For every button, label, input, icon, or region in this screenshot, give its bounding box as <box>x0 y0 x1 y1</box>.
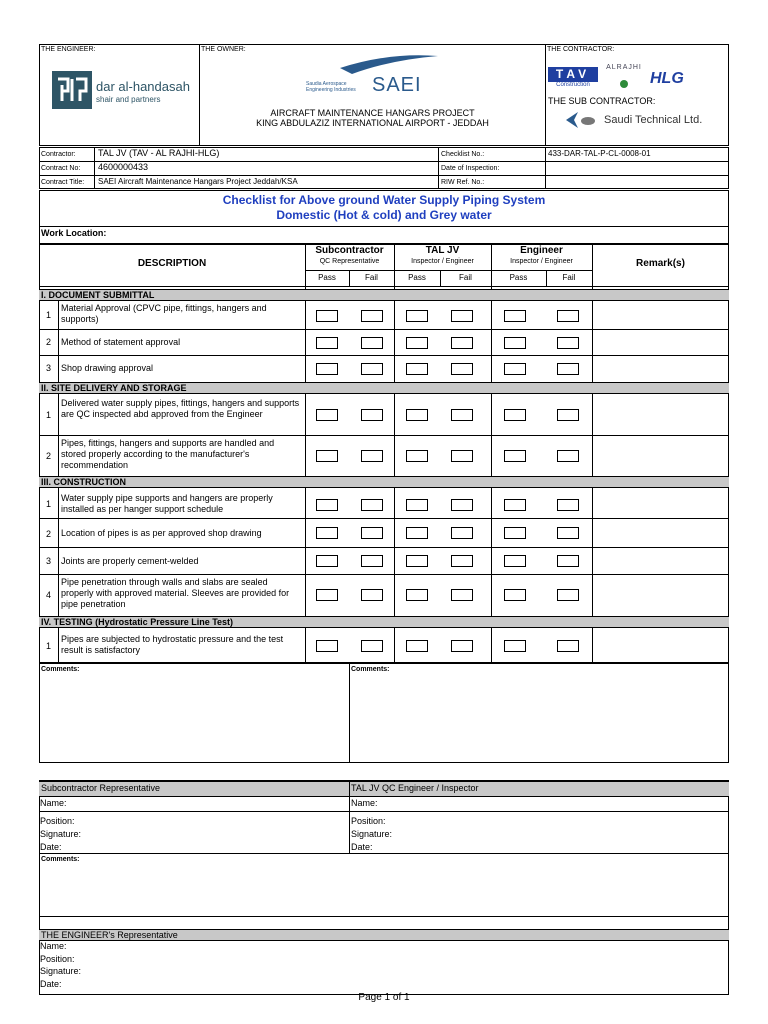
engineer-pass-checkbox[interactable] <box>504 640 526 652</box>
engineer-fail-checkbox[interactable] <box>557 409 579 421</box>
contract-no-value: 4600000433 <box>98 162 149 172</box>
item-description: Joints are properly cement-welded <box>61 556 199 566</box>
header-description: DESCRIPTION <box>137 258 207 269</box>
taljv-fail-checkbox[interactable] <box>451 337 473 349</box>
item-number: 3 <box>45 363 51 373</box>
taljv-pass-checkbox[interactable] <box>406 310 428 322</box>
header-remarks: Remark(s) <box>636 258 685 269</box>
saei-logo <box>300 54 445 98</box>
tal-rep-position: Position: <box>351 816 386 826</box>
taljv-rep-header: TAL JV QC Engineer / Inspector <box>349 781 729 797</box>
hlg-logo: HLG <box>650 70 684 87</box>
taljv-pass-checkbox[interactable] <box>406 527 428 539</box>
engineer-fail-checkbox[interactable] <box>557 450 579 462</box>
engineer-fail-checkbox[interactable] <box>557 527 579 539</box>
owner-label: THE OWNER: <box>201 46 246 53</box>
saudi-technical-mark-icon <box>564 110 598 130</box>
engineer-label: THE ENGINEER: <box>41 46 96 53</box>
tal-rep-signature: Signature: <box>351 829 393 839</box>
header-subcontractor-sub: QC Representative <box>319 258 380 265</box>
subcontractor-fail-checkbox[interactable] <box>361 589 383 601</box>
engineer-pass-checkbox[interactable] <box>504 337 526 349</box>
section-testing: IV. TESTING (Hydrostatic Pressure Line Test) <box>39 616 729 628</box>
checklist-no-value: 433-DAR-TAL-P-CL-0008-01 <box>548 149 651 158</box>
dar-logo <box>52 71 197 111</box>
taljv-pass-checkbox[interactable] <box>406 555 428 567</box>
item-description: Water supply pipe supports and hangers are properly installed as per hanger support schedule <box>61 493 273 514</box>
engineer-fail-checkbox[interactable] <box>557 589 579 601</box>
checklist-title-line2: Domestic (Hot & cold) and Grey water <box>276 208 492 222</box>
subcontractor-fail-checkbox[interactable] <box>361 409 383 421</box>
contractor-field-value: TAL JV (TAV - AL RAJHI-HLG) <box>98 148 220 158</box>
eng-rep-name: Name: <box>40 941 67 951</box>
engineer-pass-checkbox[interactable] <box>504 310 526 322</box>
project-line2: KING ABDULAZIZ INTERNATIONAL AIRPORT - JEDDAH <box>256 118 489 128</box>
alrajhi-logo-text: ALRAJHI <box>606 64 642 71</box>
header-taljv: TAL JV <box>425 245 460 256</box>
header-pass: Pass <box>509 273 528 282</box>
subcontractor-pass-checkbox[interactable] <box>316 589 338 601</box>
item-number: 1 <box>45 310 51 320</box>
subcontractor-fail-checkbox[interactable] <box>361 499 383 511</box>
item-description: Method of statement approval <box>61 337 181 347</box>
header-engineer-sub: Inspector / Engineer <box>510 258 573 265</box>
project-line1: AIRCRAFT MAINTENANCE HANGARS PROJECT <box>270 108 475 118</box>
taljv-fail-checkbox[interactable] <box>451 640 473 652</box>
header-engineer: Engineer <box>520 245 563 256</box>
taljv-fail-checkbox[interactable] <box>451 589 473 601</box>
item-description: Pipe penetration through walls and slabs are sealed properly with approved material. Sleeves are provided for pipe penetration <box>61 577 290 609</box>
comments-label-right: Comments: <box>351 666 390 673</box>
eng-rep-position: Position: <box>40 954 75 964</box>
item-number: 2 <box>45 529 51 539</box>
item-description: Location of pipes is as per approved shop drawing <box>61 528 262 538</box>
section-site-delivery: II. SITE DELIVERY AND STORAGE <box>39 382 729 394</box>
contractor-label: THE CONTRACTOR: <box>547 46 615 53</box>
header-fail: Fail <box>459 273 472 282</box>
subcontractor-fail-checkbox[interactable] <box>361 527 383 539</box>
taljv-pass-checkbox[interactable] <box>406 450 428 462</box>
comments-label-bottom: Comments: <box>41 856 80 863</box>
item-number: 2 <box>45 337 51 347</box>
engineer-fail-checkbox[interactable] <box>557 337 579 349</box>
engineer-pass-checkbox[interactable] <box>504 527 526 539</box>
alrajhi-emblem-icon <box>619 79 629 89</box>
contract-title-label: Contract Title: <box>41 179 85 186</box>
subcontractor-pass-checkbox[interactable] <box>316 555 338 567</box>
engineer-rep-header: THE ENGINEER's Representative <box>39 929 729 941</box>
taljv-pass-checkbox[interactable] <box>406 640 428 652</box>
taljv-fail-checkbox[interactable] <box>451 450 473 462</box>
dar-logo-sub: shair and partners <box>96 95 161 104</box>
engineer-pass-checkbox[interactable] <box>504 555 526 567</box>
dar-logo-name: dar al-handasah <box>96 79 190 94</box>
header-pass: Pass <box>408 273 426 282</box>
engineer-fail-checkbox[interactable] <box>557 310 579 322</box>
alrajhi-logo <box>604 64 644 94</box>
taljv-fail-checkbox[interactable] <box>451 527 473 539</box>
item-number: 2 <box>45 451 51 461</box>
subcontractor-fail-checkbox[interactable] <box>361 640 383 652</box>
contractor-field-label: Contractor: <box>41 151 76 158</box>
subcontractor-fail-checkbox[interactable] <box>361 555 383 567</box>
item-description: Pipes are subjected to hydrostatic pressure and the test result is satisfactory <box>61 634 284 655</box>
item-number: 1 <box>45 641 51 651</box>
saei-logo-name: SAEI <box>372 74 422 96</box>
tal-rep-date: Date: <box>351 842 373 852</box>
subcontractor-rep-header: Subcontractor Representative <box>39 781 349 797</box>
subcontractor-pass-checkbox[interactable] <box>316 337 338 349</box>
eng-rep-date: Date: <box>40 979 62 989</box>
subcontractor-fail-checkbox[interactable] <box>361 337 383 349</box>
subcontractor-pass-checkbox[interactable] <box>316 527 338 539</box>
tav-logo <box>548 67 598 91</box>
sub-rep-date: Date: <box>40 842 62 852</box>
taljv-fail-checkbox[interactable] <box>451 409 473 421</box>
subcontractor-fail-checkbox[interactable] <box>361 363 383 375</box>
riw-label: RIW Ref. No.: <box>441 179 485 186</box>
saei-logo-sub1: Saudia Aerospace <box>306 81 347 87</box>
comments-label-left: Comments: <box>41 666 80 673</box>
taljv-pass-checkbox[interactable] <box>406 409 428 421</box>
taljv-fail-checkbox[interactable] <box>451 310 473 322</box>
engineer-pass-checkbox[interactable] <box>504 499 526 511</box>
header-pass: Pass <box>318 273 336 282</box>
contract-title-value: SAEI Aircraft Maintenance Hangars Project Jeddah/KSA <box>98 177 298 186</box>
subcontractor-pass-checkbox[interactable] <box>316 450 338 462</box>
tav-logo-sub: Construction <box>556 82 590 88</box>
eng-rep-signature: Signature: <box>40 966 82 976</box>
signoff-box <box>39 780 729 995</box>
work-location-label: Work Location: <box>41 228 107 238</box>
page-number: Page 1 of 1 <box>358 992 410 1003</box>
engineer-fail-checkbox[interactable] <box>557 499 579 511</box>
tal-rep-name: Name: <box>351 798 378 808</box>
taljv-fail-checkbox[interactable] <box>451 363 473 375</box>
subcontractor-fail-checkbox[interactable] <box>361 310 383 322</box>
date-inspection-label: Date of Inspection: <box>441 165 500 172</box>
subcontractor-pass-checkbox[interactable] <box>316 310 338 322</box>
contract-no-label: Contract No: <box>41 165 81 172</box>
dar-logo-mark-icon <box>52 71 92 109</box>
item-description: Pipes, fittings, hangers and supports are handled and stored properly according to the manufacturer's recommendation <box>61 438 275 470</box>
sub-rep-name: Name: <box>40 798 67 808</box>
subcontractor-pass-checkbox[interactable] <box>316 363 338 375</box>
header-subcontractor: Subcontractor <box>315 245 384 256</box>
subcontractor-fail-checkbox[interactable] <box>361 450 383 462</box>
engineer-fail-checkbox[interactable] <box>557 640 579 652</box>
comments-box <box>39 663 729 763</box>
tav-logo-text: TAV <box>548 67 598 82</box>
engineer-pass-checkbox[interactable] <box>504 409 526 421</box>
subcontractor-pass-checkbox[interactable] <box>316 409 338 421</box>
saudi-technical-logo <box>564 110 714 132</box>
engineer-pass-checkbox[interactable] <box>504 363 526 375</box>
item-description: Delivered water supply pipes, fittings, hangers and supports are QC inspected abd approved from the Engineer <box>61 398 300 419</box>
engineer-pass-checkbox[interactable] <box>504 589 526 601</box>
taljv-pass-checkbox[interactable] <box>406 363 428 375</box>
taljv-fail-checkbox[interactable] <box>451 499 473 511</box>
engineer-pass-checkbox[interactable] <box>504 450 526 462</box>
taljv-pass-checkbox[interactable] <box>406 589 428 601</box>
item-number: 1 <box>45 410 51 420</box>
saudi-technical-name: Saudi Technical Ltd. <box>604 114 703 126</box>
header-fail: Fail <box>365 273 378 282</box>
taljv-fail-checkbox[interactable] <box>451 555 473 567</box>
item-description: Shop drawing approval <box>61 363 154 373</box>
sub-rep-position: Position: <box>40 816 75 826</box>
subcontractor-pass-checkbox[interactable] <box>316 640 338 652</box>
saei-logo-sub2: Engineering Industries <box>306 87 356 93</box>
engineer-fail-checkbox[interactable] <box>557 363 579 375</box>
item-number: 3 <box>45 556 51 566</box>
section-document-submittal: I. DOCUMENT SUBMITTAL <box>39 289 729 301</box>
taljv-pass-checkbox[interactable] <box>406 337 428 349</box>
engineer-fail-checkbox[interactable] <box>557 555 579 567</box>
item-number: 1 <box>45 499 51 509</box>
sub-contractor-label: THE SUB CONTRACTOR: <box>548 96 656 106</box>
taljv-pass-checkbox[interactable] <box>406 499 428 511</box>
checklist-title-line1: Checklist for Above ground Water Supply Piping System <box>222 193 546 207</box>
item-number: 4 <box>45 590 51 600</box>
subcontractor-pass-checkbox[interactable] <box>316 499 338 511</box>
header-taljv-sub: Inspector / Engineer <box>411 258 474 265</box>
item-description: Material Approval (CPVC pipe, fittings, hangers and supports) <box>61 303 267 324</box>
checklist-no-label: Checklist No.: <box>441 151 485 158</box>
sub-rep-signature: Signature: <box>40 829 82 839</box>
header-fail: Fail <box>562 273 576 282</box>
section-construction: III. CONSTRUCTION <box>39 476 729 488</box>
